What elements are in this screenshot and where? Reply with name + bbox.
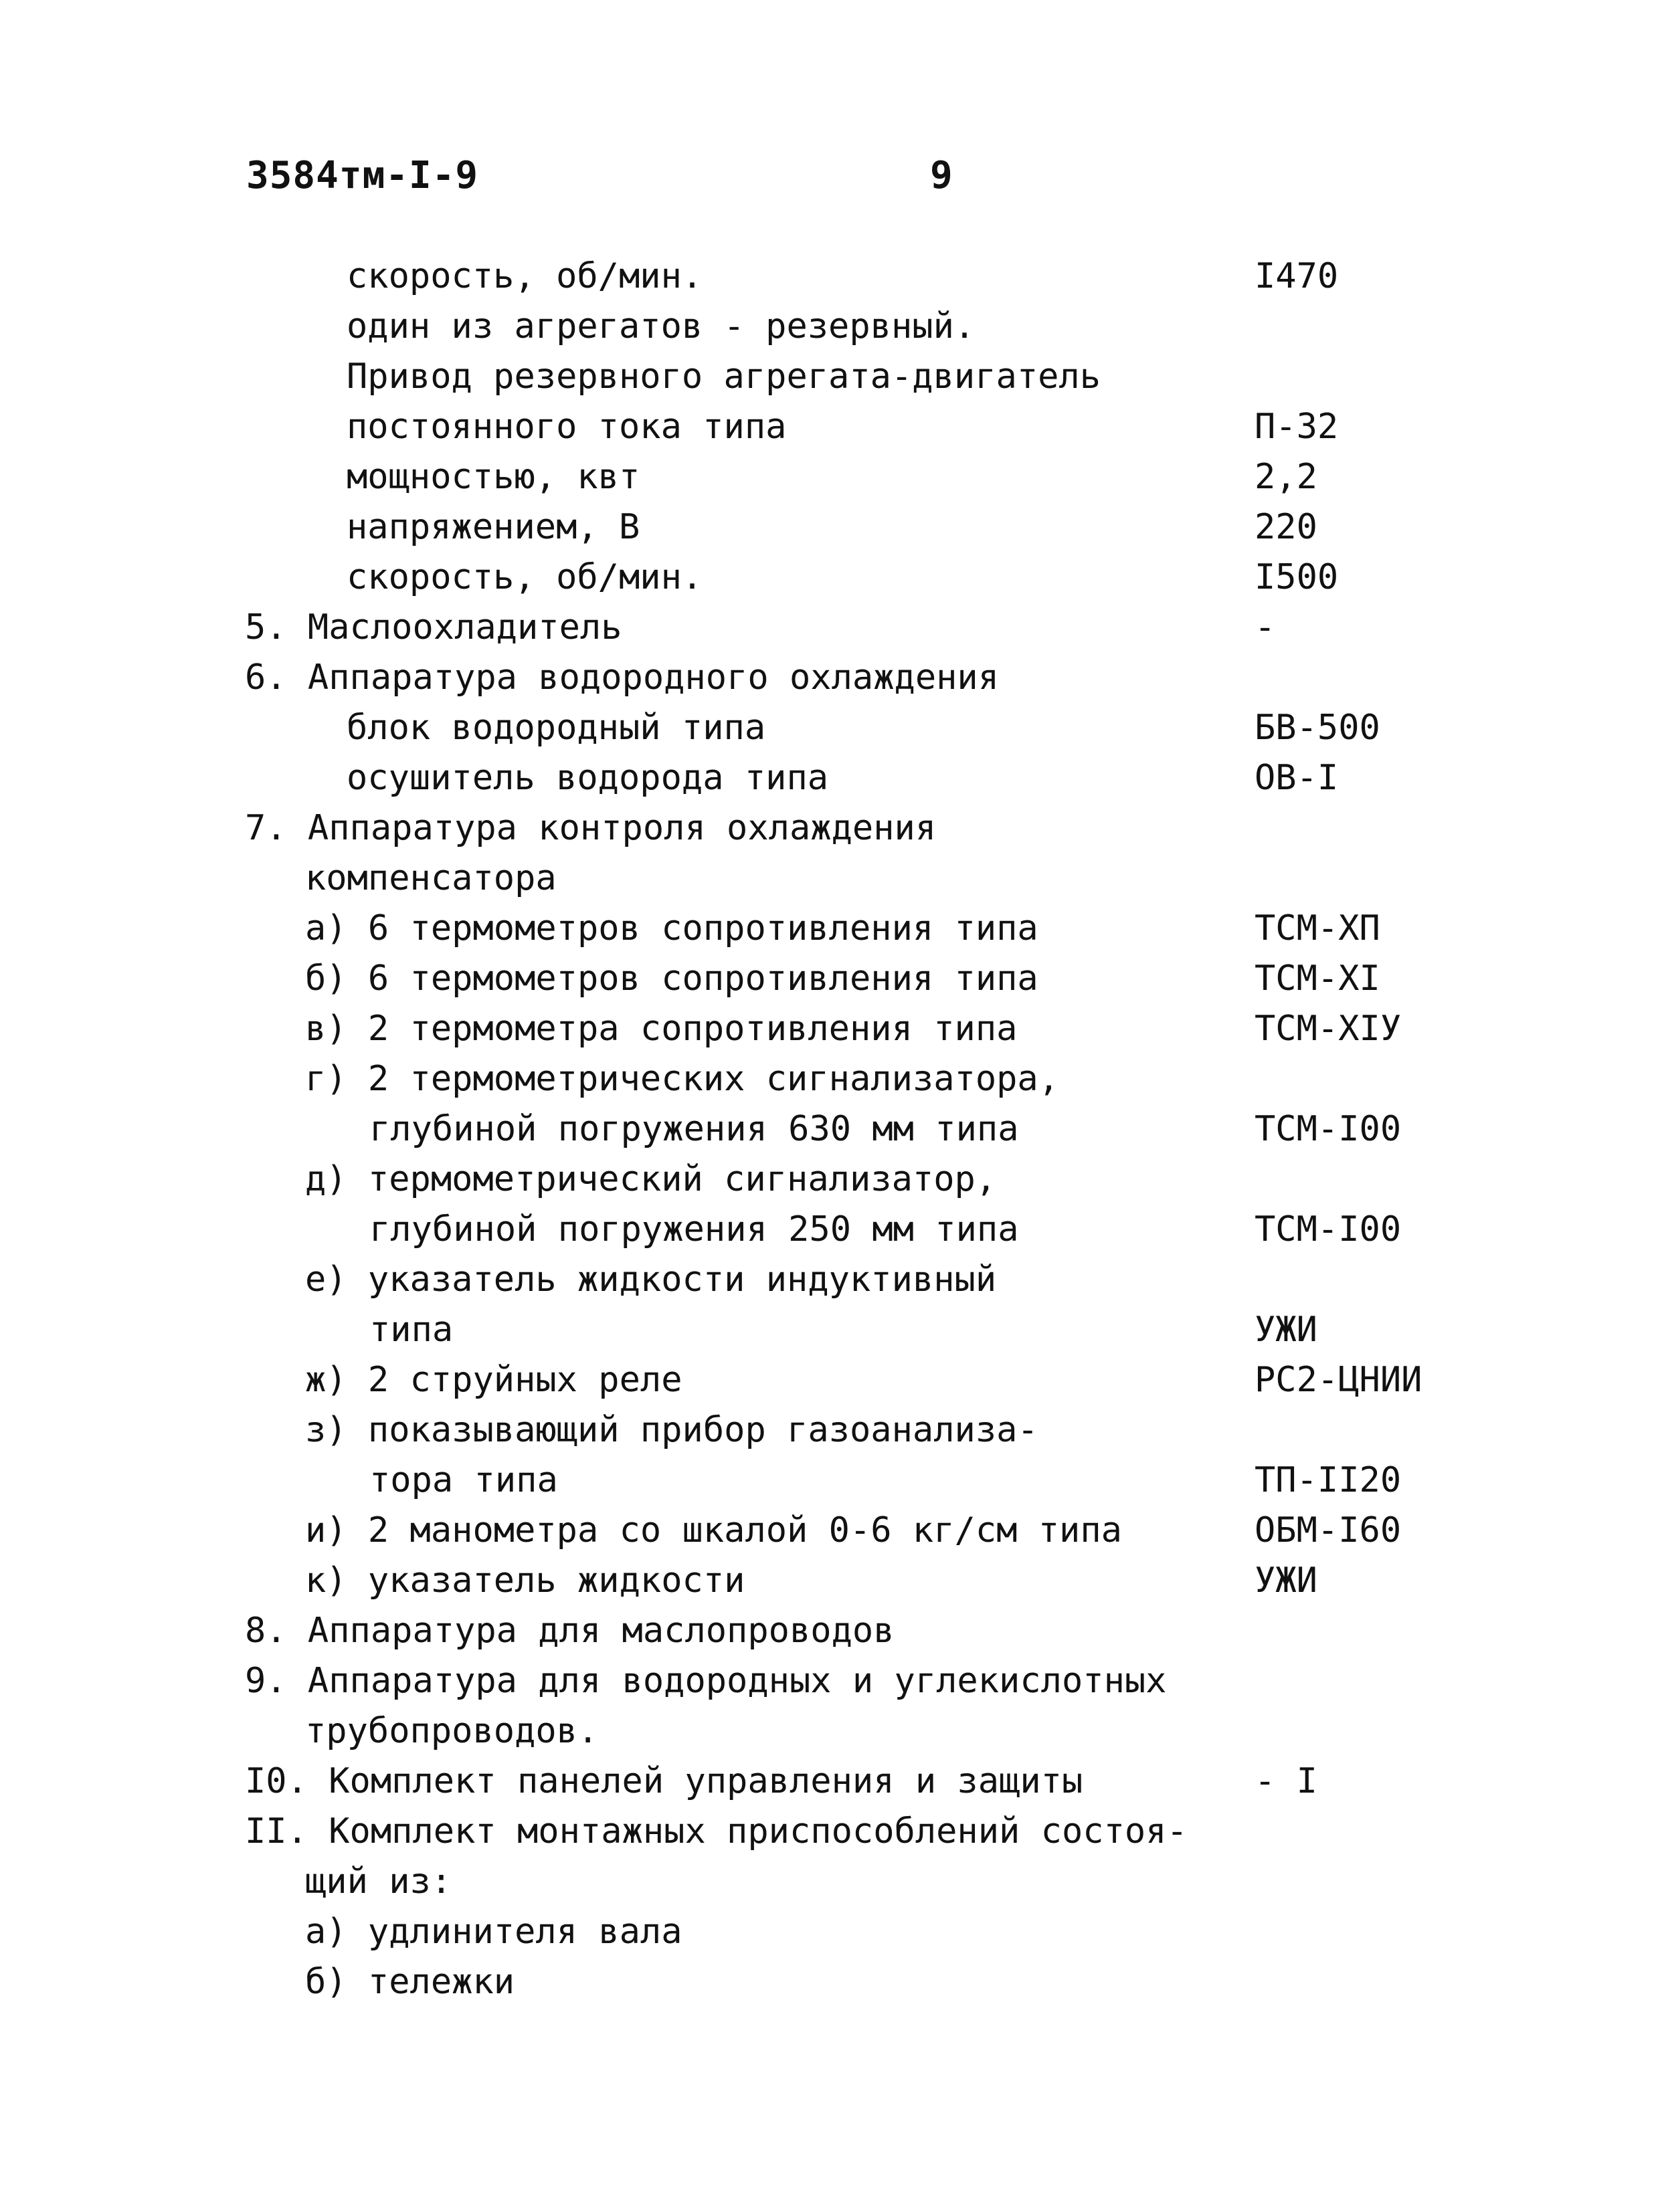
spec-line bbox=[0, 1506, 1660, 1556]
line-text: 5. Маслоохладитель bbox=[245, 607, 622, 647]
line-text: типа bbox=[369, 1310, 454, 1350]
line-text: д) термометрический сигнализатор, bbox=[305, 1159, 997, 1199]
spec-line bbox=[0, 954, 1660, 1004]
spec-line bbox=[0, 352, 1660, 402]
line-text: компенсатора bbox=[305, 858, 557, 898]
line-value: - bbox=[1255, 607, 1276, 647]
line-text: постоянного тока типа bbox=[347, 407, 787, 447]
spec-line bbox=[0, 1756, 1660, 1807]
line-value: I470 bbox=[1255, 256, 1339, 296]
document-code: 3584тм-I-9 bbox=[246, 154, 479, 197]
spec-line bbox=[0, 1857, 1660, 1907]
spec-line bbox=[0, 1154, 1660, 1205]
line-text: I0. Комплект панелей управления и защиты bbox=[245, 1761, 1083, 1801]
line-text: напряжением, В bbox=[347, 507, 640, 547]
spec-line bbox=[0, 1355, 1660, 1405]
spec-line bbox=[0, 1656, 1660, 1706]
spec-line bbox=[0, 1205, 1660, 1255]
line-text: г) 2 термометрических сигнализатора, bbox=[305, 1059, 1060, 1099]
line-value: ТСМ-ХIУ bbox=[1255, 1009, 1402, 1049]
line-value: УЖИ bbox=[1255, 1561, 1317, 1601]
line-value: УЖИ bbox=[1255, 1310, 1317, 1350]
line-text: щий из: bbox=[305, 1862, 452, 1902]
spec-line bbox=[0, 904, 1660, 954]
line-text: б) тележки bbox=[305, 1962, 515, 2002]
line-text: глубиной погружения 630 мм типа bbox=[369, 1109, 1019, 1149]
line-text: 6. Аппаратура водородного охлаждения bbox=[245, 658, 1000, 698]
line-value: ТСМ-I00 bbox=[1255, 1109, 1402, 1149]
spec-line bbox=[0, 1104, 1660, 1154]
spec-line bbox=[0, 552, 1660, 603]
line-text: осушитель водорода типа bbox=[347, 758, 829, 798]
line-text: 9. Аппаратура для водородных и углекислотных bbox=[245, 1661, 1167, 1701]
line-text: к) указатель жидкости bbox=[305, 1561, 745, 1601]
line-text: 8. Аппаратура для маслопроводов bbox=[245, 1611, 895, 1651]
line-text: з) показывающий прибор газоанализа- bbox=[305, 1410, 1038, 1450]
spec-line bbox=[0, 1957, 1660, 2007]
spec-line bbox=[0, 1405, 1660, 1455]
spec-list bbox=[0, 252, 1660, 2007]
spec-line bbox=[0, 1556, 1660, 1606]
line-text: 7. Аппаратура контроля охлаждения bbox=[245, 808, 937, 848]
page-number: 9 bbox=[930, 154, 953, 197]
line-text: в) 2 термометра сопротивления типа bbox=[305, 1009, 1018, 1049]
spec-line bbox=[0, 1255, 1660, 1305]
line-value: 220 bbox=[1255, 507, 1317, 547]
line-text: а) 6 термометров сопротивления типа bbox=[305, 908, 1038, 948]
spec-line bbox=[0, 753, 1660, 803]
line-value: ОВ-I bbox=[1255, 758, 1339, 798]
line-text: тора типа bbox=[369, 1460, 558, 1500]
line-text: и) 2 манометра со шкалой 0-6 кг/см типа bbox=[305, 1510, 1122, 1550]
spec-line bbox=[0, 252, 1660, 302]
spec-line bbox=[0, 402, 1660, 452]
line-text: мощностью, квт bbox=[347, 457, 640, 497]
line-text: трубопроводов. bbox=[305, 1711, 599, 1751]
spec-line bbox=[0, 1706, 1660, 1756]
spec-line bbox=[0, 1054, 1660, 1104]
spec-line bbox=[0, 1455, 1660, 1506]
spec-line bbox=[0, 803, 1660, 853]
line-text: б) 6 термометров сопротивления типа bbox=[305, 959, 1038, 999]
spec-line bbox=[0, 853, 1660, 904]
line-text: е) указатель жидкости индуктивный bbox=[305, 1260, 997, 1300]
line-value: П-32 bbox=[1255, 407, 1339, 447]
line-text: II. Комплект монтажных приспособлений состоя- bbox=[245, 1811, 1188, 1851]
line-value: I500 bbox=[1255, 557, 1339, 597]
line-text: блок водородный типа bbox=[347, 708, 766, 748]
spec-line bbox=[0, 1807, 1660, 1857]
line-value: БВ-500 bbox=[1255, 708, 1380, 748]
spec-line bbox=[0, 1606, 1660, 1656]
spec-line bbox=[0, 703, 1660, 753]
spec-line bbox=[0, 302, 1660, 352]
line-value: ТСМ-ХI bbox=[1255, 959, 1380, 999]
line-value: 2,2 bbox=[1255, 457, 1317, 497]
spec-line bbox=[0, 502, 1660, 552]
line-text: один из агрегатов - резервный. bbox=[347, 306, 976, 346]
spec-line bbox=[0, 1305, 1660, 1355]
spec-line bbox=[0, 1907, 1660, 1957]
spec-line bbox=[0, 603, 1660, 653]
line-text: а) удлинителя вала bbox=[305, 1912, 682, 1952]
line-text: скорость, об/мин. bbox=[347, 557, 703, 597]
line-value: ТСМ-I00 bbox=[1255, 1209, 1402, 1249]
line-text: глубиной погружения 250 мм типа bbox=[369, 1209, 1019, 1249]
line-value: ТП-II20 bbox=[1255, 1460, 1402, 1500]
line-text: Привод резервного агрегата-двигатель bbox=[347, 357, 1101, 397]
line-text: ж) 2 струйных реле bbox=[305, 1360, 682, 1400]
spec-line bbox=[0, 653, 1660, 703]
line-value: РС2-ЦНИИ bbox=[1255, 1360, 1422, 1400]
spec-line bbox=[0, 452, 1660, 502]
line-value: - I bbox=[1255, 1761, 1317, 1801]
line-text: скорость, об/мин. bbox=[347, 256, 703, 296]
spec-line bbox=[0, 1004, 1660, 1054]
line-value: ТСМ-ХП bbox=[1255, 908, 1380, 948]
line-value: ОБМ-I60 bbox=[1255, 1510, 1402, 1550]
